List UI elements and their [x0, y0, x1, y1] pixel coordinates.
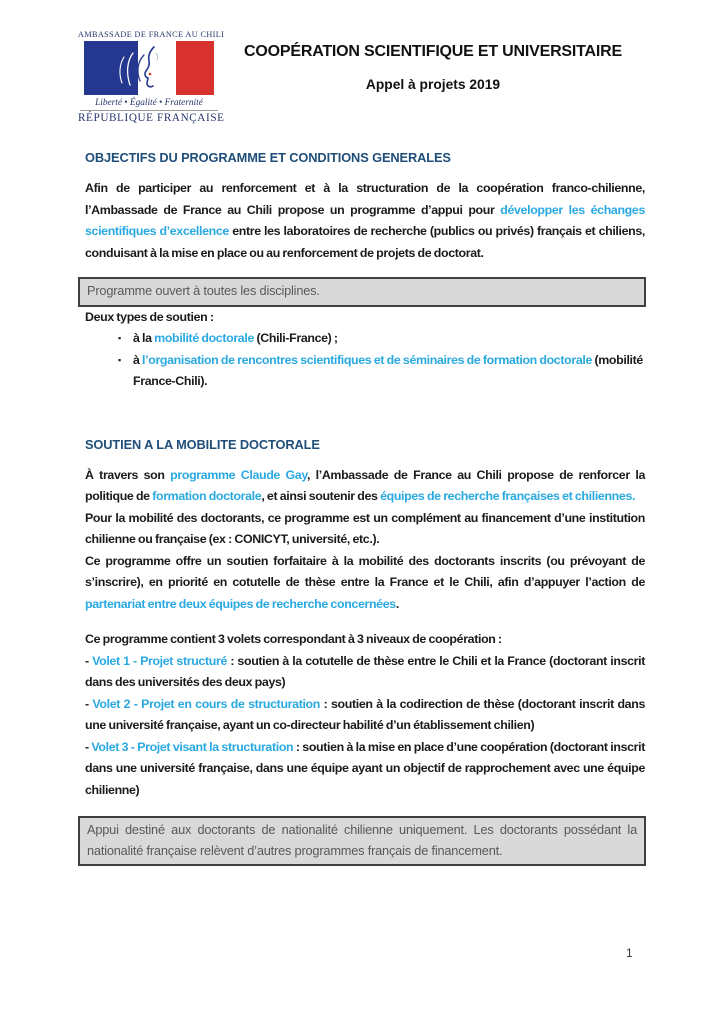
text-run: : soutien à la cotutelle de thèse entre le Chili et la France (doctorant inscrit dans des universités des deux pays): [85, 653, 646, 689]
paragraph-claude-gay: [85, 465, 645, 508]
accent-text-run: Volet 2 - Projet en cours de structuration: [92, 696, 320, 711]
text-run: à la: [133, 331, 155, 345]
text-run: à: [133, 352, 143, 367]
bullet-square-icon: ▪: [118, 354, 121, 365]
logo-motto: Liberté • Égalité • Fraternité: [95, 98, 203, 108]
section-heading-objectifs: OBJECTIFS DU PROGRAMME ET CONDITIONS GENERALES: [85, 150, 451, 165]
volets-intro: Ce programme contient 3 volets correspondant à 3 niveaux de coopération :: [85, 632, 502, 646]
support-types-list: [85, 328, 645, 393]
text-run: À travers son: [85, 467, 171, 482]
accent-text-run: équipes de recherche françaises et chiliennes.: [380, 489, 636, 503]
text-run: : soutien à la mise en place d’une coopération (doctorant inscrit dans une université française, dans une équipe ayant un objectif de rapprochement avec une équipe chilienne): [85, 739, 645, 797]
embassy-name: AMBASSADE DE FRANCE AU CHILI: [78, 30, 225, 39]
list-item-mobilite: [118, 328, 645, 350]
accent-text-run: partenariat entre deux équipes de recherche concernées: [85, 596, 396, 611]
text-run: entre les laboratoires de recherche (publics ou privés) français et chiliens, conduisant à la mise en place ou au renforcement de projets de doctorat.: [85, 224, 645, 260]
list-item-text: [133, 353, 643, 389]
list-item-text: [133, 331, 338, 345]
accent-text-run: développer les échanges scientifiques d’excellence: [85, 202, 645, 238]
logo-divider: [80, 110, 218, 111]
text-run: Afin de participer au renforcement et à la structuration de la coopération franco-chilienne, l’Ambassade de France au Chili propose un programme d’appui pour: [85, 181, 645, 217]
title-block: [220, 30, 646, 92]
accent-text-run: programme Claude Gay: [170, 467, 307, 482]
accent-text-run: mobilité doctorale: [154, 331, 254, 345]
french-flag-marianne-icon: [84, 41, 214, 95]
text-run: (Chili-France) ;: [253, 331, 338, 345]
list-item-organisation: [118, 350, 645, 393]
text-run: -: [85, 653, 93, 668]
accent-text-run: Volet 3 - Projet visant la structuration: [91, 739, 294, 754]
text-run: (mobilité France-Chili).: [133, 352, 643, 388]
paragraph-financement: [85, 508, 645, 551]
accent-text-run: l’organisation de rencontres scientifiques et de séminaires de formation doctorale: [142, 352, 592, 367]
accent-text-run: formation doctorale: [152, 489, 262, 503]
embassy-logo: [78, 30, 225, 124]
text-run: Pour la mobilité des doctorants, ce programme est un complément au financement d’une institution chilienne ou française (ex : CONICYT, université, etc.).: [85, 510, 645, 546]
volet-2-line: [85, 694, 645, 737]
document-header: [78, 30, 646, 124]
text-run: Ce programme offre un soutien forfaitaire à la mobilité des doctorants inscrits (ou prévoyant de s’inscrire), en priorité en cotutelle de thèse entre la France et le Chili, afin d’appuyer l’action de: [85, 553, 645, 589]
document-body: [85, 150, 645, 866]
logo-republique-francaise: RÉPUBLIQUE FRANÇAISE: [78, 112, 225, 124]
intro-paragraph: [85, 178, 645, 264]
document-subtitle: Appel à projets 2019: [365, 77, 501, 92]
types-label: Deux types de soutien :: [85, 309, 214, 324]
volet-1-line: [85, 651, 645, 694]
text-run: , l’Ambassade de France au Chili propose de renforcer la politique de: [85, 467, 645, 503]
accent-text-run: Volet 1 - Projet structuré: [92, 653, 227, 668]
bullet-square-icon: ▪: [118, 333, 121, 343]
page-number: 1: [626, 946, 633, 960]
document-title: COOPÉRATION SCIENTIFIQUE ET UNIVERSITAIRE: [244, 43, 622, 60]
text-run: : soutien à la codirection de thèse (doctorant inscrit dans une université française, ayant un co-directeur habilité d’un établissement chilien): [85, 696, 645, 732]
notice-box-disciplines: Programme ouvert à toutes les disciplines.: [78, 277, 646, 307]
volet-3-line: [85, 737, 645, 802]
text-run: -: [85, 696, 93, 711]
text-run: -: [85, 739, 92, 754]
notice-box-nationalite: Appui destiné aux doctorants de nationalité chilienne uniquement. Les doctorants possédant la nationalité française relèvent d’autres programmes français de financement.: [78, 816, 646, 866]
text-run: .: [395, 596, 399, 611]
section-heading-soutien: SOUTIEN A LA MOBILITE DOCTORALE: [85, 436, 320, 452]
text-run: , et ainsi soutenir des: [261, 489, 381, 503]
paragraph-forfaitaire: [85, 551, 645, 616]
